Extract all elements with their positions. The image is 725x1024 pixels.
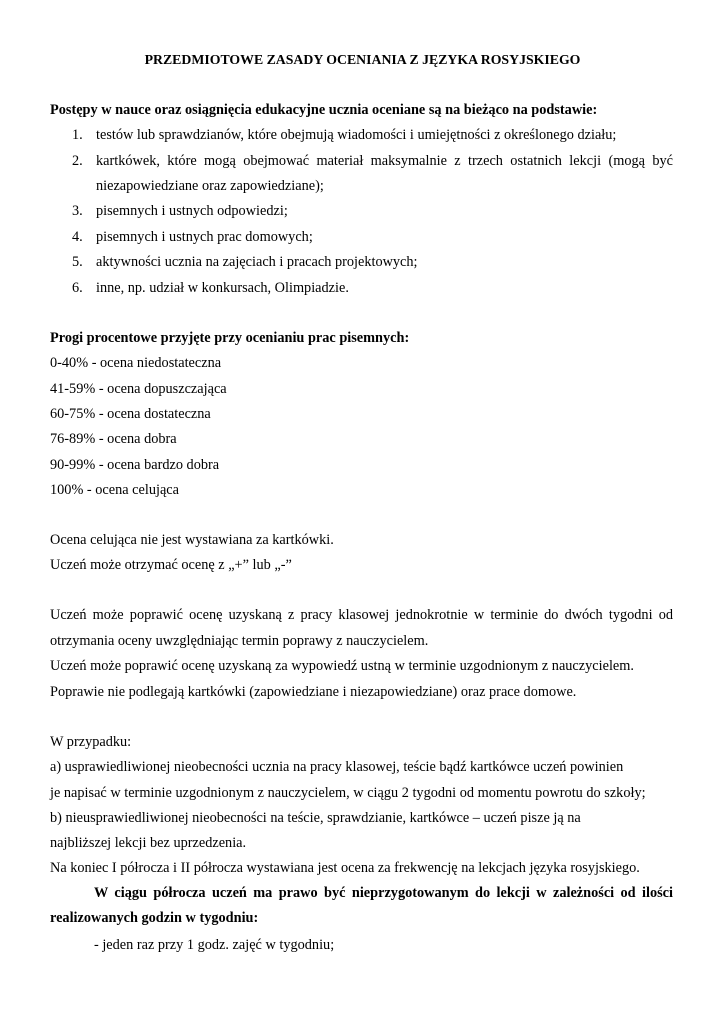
absence-line: najbliższej lekcji bez uprzedzenia. (50, 835, 247, 851)
list-item-text: pisemnych i ustnych prac domowych; (96, 229, 313, 245)
list-item-text: pisemnych i ustnych odpowiedzi; (96, 203, 288, 219)
list-item-number: 2. (72, 153, 83, 169)
list-item-number: 6. (72, 280, 83, 296)
absence-line: b) nieusprawiedliwionej nieobecności na teście, sprawdzianie, kartkówce – uczeń pisze ją na (50, 810, 581, 826)
absence-line: je napisać w terminie uzgodnionym z nauczycielem, w ciągu 2 tygodni od momentu powrotu do szkoły; (50, 785, 646, 801)
threshold-line: 41-59% - ocena dopuszczająca (50, 381, 227, 397)
list-item-text: testów lub sprawdzianów, które obejmują wiadomości i umiejętności z określonego działu; (96, 127, 617, 143)
threshold-line: 90-99% - ocena bardzo dobra (50, 457, 220, 473)
document-title: PRZEDMIOTOWE ZASADY OCENIANIA Z JĘZYKA ROSYJSKIEGO (144, 52, 581, 67)
list-item-text: inne, np. udział w konkursach, Olimpiadzie. (96, 280, 349, 296)
list-item-text-continued: niezapowiedziane oraz zapowiedziane); (96, 178, 324, 194)
correction-line: Uczeń może poprawić ocenę uzyskaną z pracy klasowej jednokrotnie w terminie do dwóch tygodni od (50, 607, 673, 623)
correction-line: Poprawie nie podlegają kartkówki (zapowiedziane i niezapowiedziane) oraz prace domowe. (50, 684, 577, 700)
section-heading-thresholds: Progi procentowe przyjęte przy ocenianiu prac pisemnych: (50, 330, 410, 346)
absence-line: Na koniec I półrocza i II półrocza wystawiana jest ocena za frekwencję na lekcjach języka rosyjskiego. (50, 860, 640, 876)
list-item-number: 1. (72, 127, 83, 143)
unprepared-heading: W ciągu półrocza uczeń ma prawo być nieprzygotowanym do lekcji w zależności od ilości (94, 885, 673, 901)
correction-line: Uczeń może poprawić ocenę uzyskaną za wypowiedź ustną w terminie uzgodnionym z nauczycielem. (50, 658, 634, 674)
list-item-number: 4. (72, 229, 83, 245)
unprepared-heading-continued: realizowanych godzin w tygodniu: (50, 910, 259, 926)
note-line: Ocena celująca nie jest wystawiana za kartkówki. (50, 532, 334, 548)
note-line: Uczeń może otrzymać ocenę z „+” lub „-” (50, 557, 292, 573)
list-item-number: 5. (72, 254, 83, 270)
threshold-line: 76-89% - ocena dobra (50, 431, 177, 447)
correction-line: otrzymania oceny uwzględniając termin poprawy z nauczycielem. (50, 633, 429, 649)
section-heading-progress: Postępy w nauce oraz osiągnięcia edukacyjne ucznia oceniane są na bieżąco na podstawie: (50, 102, 598, 118)
unprepared-item: - jeden raz przy 1 godz. zajęć w tygodniu; (94, 937, 335, 953)
absence-line: W przypadku: (50, 734, 132, 750)
threshold-line: 60-75% - ocena dostateczna (50, 406, 211, 422)
list-item-text: kartkówek, które mogą obejmować materiał maksymalnie z trzech ostatnich lekcji (mogą być (96, 153, 673, 169)
list-item-number: 3. (72, 203, 83, 219)
list-item-text: aktywności ucznia na zajęciach i pracach projektowych; (96, 254, 418, 270)
threshold-line: 0-40% - ocena niedostateczna (50, 355, 222, 371)
absence-line: a) usprawiedliwionej nieobecności ucznia na pracy klasowej, teście bądź kartkówce uczeń powinien (50, 759, 624, 775)
threshold-line: 100% - ocena celująca (50, 482, 179, 498)
